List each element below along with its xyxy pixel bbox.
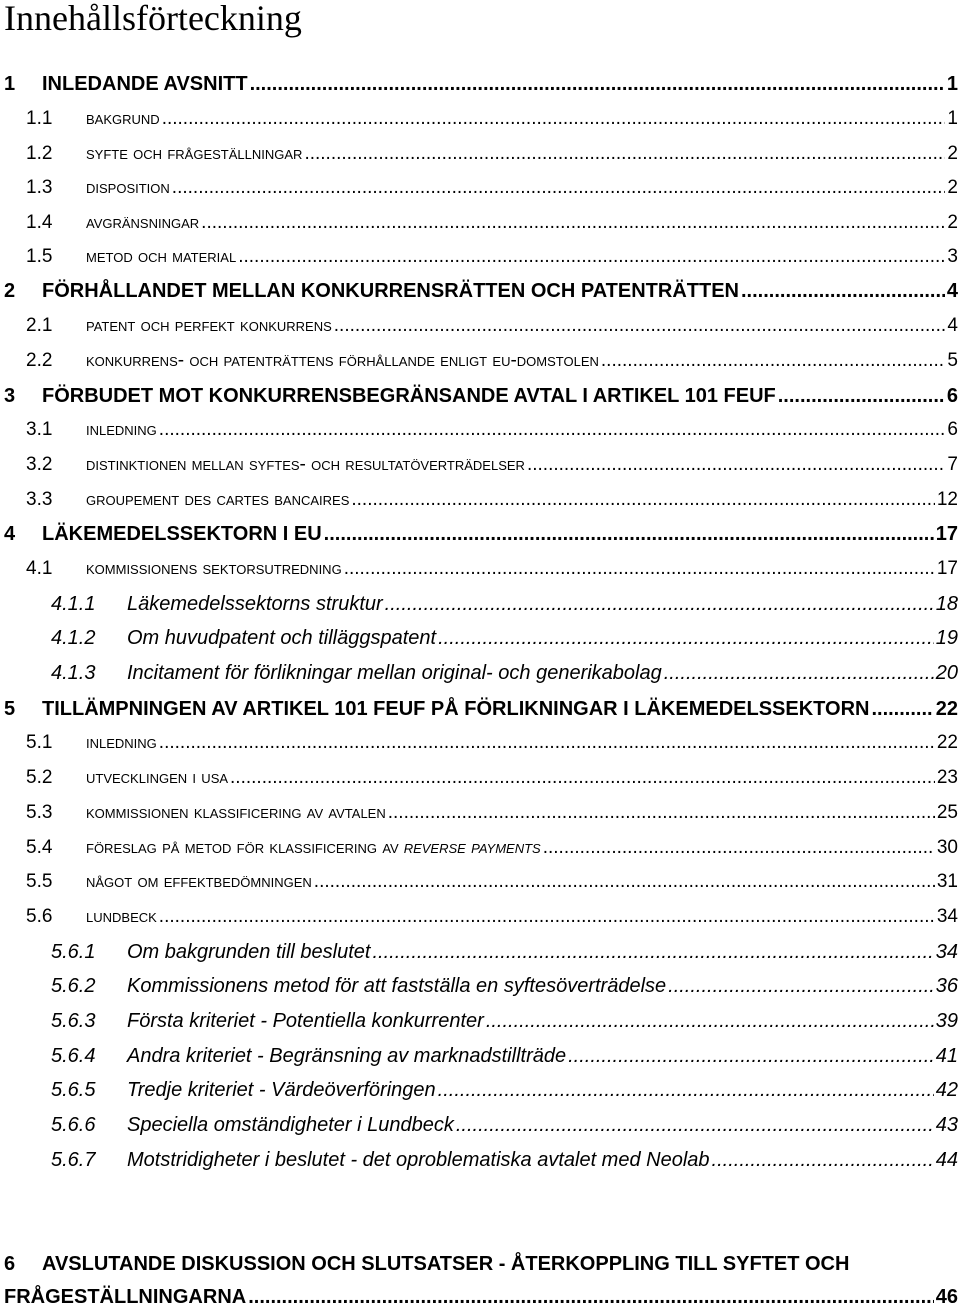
toc-entry[interactable] <box>4 67 958 101</box>
toc-entry-title: Motstridigheter i beslutet - det oproblematiska avtalet med Neolab <box>127 1149 710 1171</box>
dot-leader <box>778 379 945 413</box>
toc-entry-number: 2.2 <box>26 350 53 371</box>
dot-leader <box>238 240 945 274</box>
toc-entry-page: 7 <box>947 454 958 475</box>
dot-leader <box>438 621 934 655</box>
toc-entry-number: 1 <box>4 73 16 95</box>
toc-entry-number: 5.6.5 <box>51 1079 96 1101</box>
toc-entry-title: syfte och frågeställningar <box>86 143 303 164</box>
toc-entry-page: 20 <box>935 662 958 684</box>
toc-entry-title: FÖRBUDET MOT KONKURRENSBEGRÄNSANDE AVTAL I ARTIKEL 101 FEUF <box>42 385 776 407</box>
toc-entry-title: Incitament för förlikningar mellan original- och generikabolag <box>127 662 662 684</box>
toc-entry-page: 1 <box>946 73 958 95</box>
toc-entry-number: 3.2 <box>26 454 53 475</box>
toc-entry-page: 1 <box>947 108 958 129</box>
toc-entry-continuation[interactable] <box>4 1280 958 1314</box>
toc-entry[interactable] <box>26 240 958 274</box>
toc-entry-title: inledning <box>86 419 157 440</box>
toc-entry[interactable] <box>51 935 958 969</box>
dot-leader <box>230 761 935 795</box>
toc-entry-title: Första kriteriet - Potentiella konkurrenter <box>127 1010 484 1032</box>
toc-entry-page: 17 <box>936 558 958 579</box>
toc-entry-title: patent och perfekt konkurrens <box>86 315 332 336</box>
toc-entry-page: 4 <box>946 280 958 302</box>
toc-entry-number: 3.1 <box>26 419 53 440</box>
dot-leader <box>159 900 935 934</box>
toc-entry-page: 39 <box>935 1010 958 1032</box>
toc-entry-page: 41 <box>935 1045 958 1067</box>
toc-entry[interactable] <box>26 483 958 517</box>
toc-entry[interactable] <box>4 692 958 726</box>
toc-entry-page: 4 <box>947 315 958 336</box>
toc-entry-page: 36 <box>935 975 958 997</box>
toc-entry-page: 12 <box>936 489 958 510</box>
toc-entry-page: 23 <box>936 767 958 788</box>
dot-leader <box>388 796 935 830</box>
toc-entry[interactable] <box>26 171 958 205</box>
toc-entry[interactable] <box>51 1039 958 1073</box>
toc-entry-number: 3.3 <box>26 489 53 510</box>
dot-leader <box>304 137 945 171</box>
toc-entry-number: 5.2 <box>26 767 53 788</box>
toc-entry[interactable] <box>26 552 958 586</box>
toc-entry-number: 4.1.2 <box>51 627 96 649</box>
toc-entry-number: 5.6.3 <box>51 1010 96 1032</box>
toc-entry[interactable] <box>26 344 958 378</box>
dot-leader <box>314 865 935 899</box>
toc-entry-title-italic: reverse payments <box>403 837 541 858</box>
dot-leader <box>664 656 934 690</box>
toc-entry-title: disposition <box>86 177 170 198</box>
toc-entry-number: 5.6.1 <box>51 941 96 963</box>
toc-entry[interactable] <box>51 1108 958 1142</box>
toc-entry-page: 17 <box>935 523 958 545</box>
toc-entry[interactable] <box>4 517 958 551</box>
toc-entry-page: 2 <box>947 177 958 198</box>
toc-entry[interactable] <box>26 102 958 136</box>
toc-entry-title: Läkemedelssektorns struktur <box>127 593 383 615</box>
dot-leader <box>668 969 934 1003</box>
dot-leader <box>351 483 934 517</box>
toc-entry-page: 2 <box>947 212 958 233</box>
dot-leader <box>543 831 935 865</box>
toc-entry-number: 5.6.6 <box>51 1114 96 1136</box>
toc-entry-number: 5.1 <box>26 732 53 753</box>
toc-entry[interactable] <box>4 274 958 308</box>
toc-entry-title: utvecklingen i usa <box>86 767 229 788</box>
toc-entry-title: Speciella omständigheter i Lundbeck <box>127 1114 454 1136</box>
toc-entry-page: 34 <box>935 941 958 963</box>
toc-entry-title: TILLÄMPNINGEN AV ARTIKEL 101 FEUF PÅ FÖRLIKNINGAR I LÄKEMEDELSSEKTORN <box>42 698 870 720</box>
toc-entry-page: 43 <box>935 1114 958 1136</box>
toc-entry[interactable] <box>26 761 958 795</box>
toc-entry[interactable] <box>26 831 958 865</box>
toc-entry-page: 2 <box>947 143 958 164</box>
toc-entry-number: 1.4 <box>26 212 53 233</box>
dot-leader <box>372 935 933 969</box>
toc-entry[interactable] <box>51 621 958 655</box>
toc-entry-page: 19 <box>935 627 958 649</box>
dot-leader <box>712 1143 934 1177</box>
toc-entry-number: 5.4 <box>26 837 53 858</box>
toc-entry[interactable] <box>26 448 958 482</box>
toc-entry[interactable] <box>26 900 958 934</box>
toc-entry[interactable] <box>4 1247 958 1281</box>
toc-entry-number: 1.2 <box>26 143 53 164</box>
toc-entry-number: 6 <box>4 1253 16 1275</box>
toc-entry-page: 30 <box>936 837 958 858</box>
dot-leader <box>385 587 934 621</box>
dot-leader <box>568 1039 934 1073</box>
dot-leader <box>438 1073 934 1107</box>
toc-entry-number: 1.5 <box>26 246 53 267</box>
toc-entry-number: 1.3 <box>26 177 53 198</box>
toc-entry-title: distinktionen mellan syftes- och resultatöverträdelser <box>86 454 525 475</box>
dot-leader <box>159 726 935 760</box>
toc-entry-number: 5.6.2 <box>51 975 96 997</box>
toc-entry-number: 5 <box>4 698 16 720</box>
toc-entry[interactable] <box>26 865 958 899</box>
dot-leader <box>248 1280 934 1314</box>
dot-leader <box>344 552 935 586</box>
dot-leader <box>601 344 946 378</box>
toc-entry-page: 18 <box>935 593 958 615</box>
toc-entry-number: 1.1 <box>26 108 53 129</box>
toc-entry-title: Tredje kriteriet - Värdeöverföringen <box>127 1079 436 1101</box>
toc-entry[interactable] <box>4 379 958 413</box>
toc-entry[interactable] <box>51 1073 958 1107</box>
toc-entry-page: 25 <box>936 802 958 823</box>
toc-entry-title: Andra kriteriet - Begränsning av marknadstillträde <box>127 1045 567 1067</box>
toc-entry-number: 4.1.3 <box>51 662 96 684</box>
dot-leader <box>527 448 945 482</box>
dot-leader <box>871 692 933 726</box>
toc-entry-title: något om effektbedömningen <box>86 871 312 892</box>
toc-entry-page: 6 <box>947 419 958 440</box>
dot-leader <box>201 206 945 240</box>
dot-leader <box>172 171 946 205</box>
toc-entry-page: 5 <box>947 350 958 371</box>
dot-leader <box>456 1108 934 1142</box>
toc-entry-title: groupement des cartes bancaires <box>86 489 350 510</box>
toc-entry-number: 2.1 <box>26 315 53 336</box>
toc-entry-number: 5.6 <box>26 906 53 927</box>
toc-entry-number: 4.1.1 <box>51 593 96 615</box>
toc-entry[interactable] <box>51 656 958 690</box>
toc-entry-number: 5.5 <box>26 871 53 892</box>
toc-entry-title: FRÅGESTÄLLNINGARNA <box>4 1286 247 1308</box>
toc-entry-title: konkurrens- och patenträttens förhållande enligt eu-domstolen <box>86 350 599 371</box>
dot-leader <box>250 67 945 101</box>
dot-leader <box>162 102 946 136</box>
toc-entry-page: 3 <box>947 246 958 267</box>
toc-entry-title: metod och material <box>86 246 237 267</box>
toc-entry-page: 44 <box>935 1149 958 1171</box>
dot-leader <box>486 1004 934 1038</box>
toc-entry-title: kommissionens sektorsutredning <box>86 558 342 579</box>
toc-entry-page: 42 <box>935 1079 958 1101</box>
toc-entry-number: 4.1 <box>26 558 53 579</box>
toc-title: Innehållsförteckning <box>4 0 302 38</box>
toc-entry-number: 5.3 <box>26 802 53 823</box>
toc-entry-page: 22 <box>936 732 958 753</box>
toc-entry-title: kommissionen klassificering av avtalen <box>86 802 386 823</box>
toc-entry-page: 34 <box>936 906 958 927</box>
toc-entry-title: Om bakgrunden till beslutet <box>127 941 371 963</box>
toc-entry-number: 5.6.7 <box>51 1149 96 1171</box>
dot-leader <box>324 517 934 551</box>
toc-entry-title: föreslag på metod för klassificering av <box>86 837 399 858</box>
toc-entry-page: 22 <box>935 698 958 720</box>
toc-entry-page: 31 <box>936 871 958 892</box>
toc-entry-title: inledning <box>86 732 157 753</box>
toc-entry[interactable] <box>26 206 958 240</box>
toc-entry[interactable] <box>26 413 958 447</box>
toc-entry-page: 6 <box>946 385 958 407</box>
toc-entry-title: avgränsningar <box>86 212 200 233</box>
toc-entry[interactable] <box>51 587 958 621</box>
toc-entry-title: LÄKEMEDELSSEKTORN I EU <box>42 523 322 545</box>
toc-entry-title: lundbeck <box>86 906 157 927</box>
toc-entry[interactable] <box>26 309 958 343</box>
toc-entry-number: 4 <box>4 523 16 545</box>
toc-entry-title: AVSLUTANDE DISKUSSION OCH SLUTSATSER - ÅTERKOPPLING TILL SYFTET OCH <box>42 1253 850 1275</box>
toc-entry[interactable] <box>26 726 958 760</box>
toc-entry[interactable] <box>26 796 958 830</box>
dot-leader <box>334 309 946 343</box>
toc-entry-page: 46 <box>935 1286 958 1308</box>
toc-entry-number: 3 <box>4 385 16 407</box>
toc-entry-title: Kommissionens metod för att fastställa en syftesöverträdelse <box>127 975 667 997</box>
toc-entry-title: bakgrund <box>86 108 160 129</box>
toc-entry-title: FÖRHÅLLANDET MELLAN KONKURRENSRÄTTEN OCH PATENTRÄTTEN <box>42 280 739 302</box>
toc-entry-number: 2 <box>4 280 16 302</box>
dot-leader <box>159 413 946 447</box>
toc-entry-number: 5.6.4 <box>51 1045 96 1067</box>
toc-entry[interactable] <box>51 1004 958 1038</box>
dot-leader <box>741 274 945 308</box>
toc-entry[interactable] <box>51 969 958 1003</box>
toc-entry-title: INLEDANDE AVSNITT <box>42 73 248 95</box>
toc-entry[interactable] <box>51 1143 958 1177</box>
toc-entry-title: Om huvudpatent och tilläggspatent <box>127 627 437 649</box>
toc-entry[interactable] <box>26 137 958 171</box>
